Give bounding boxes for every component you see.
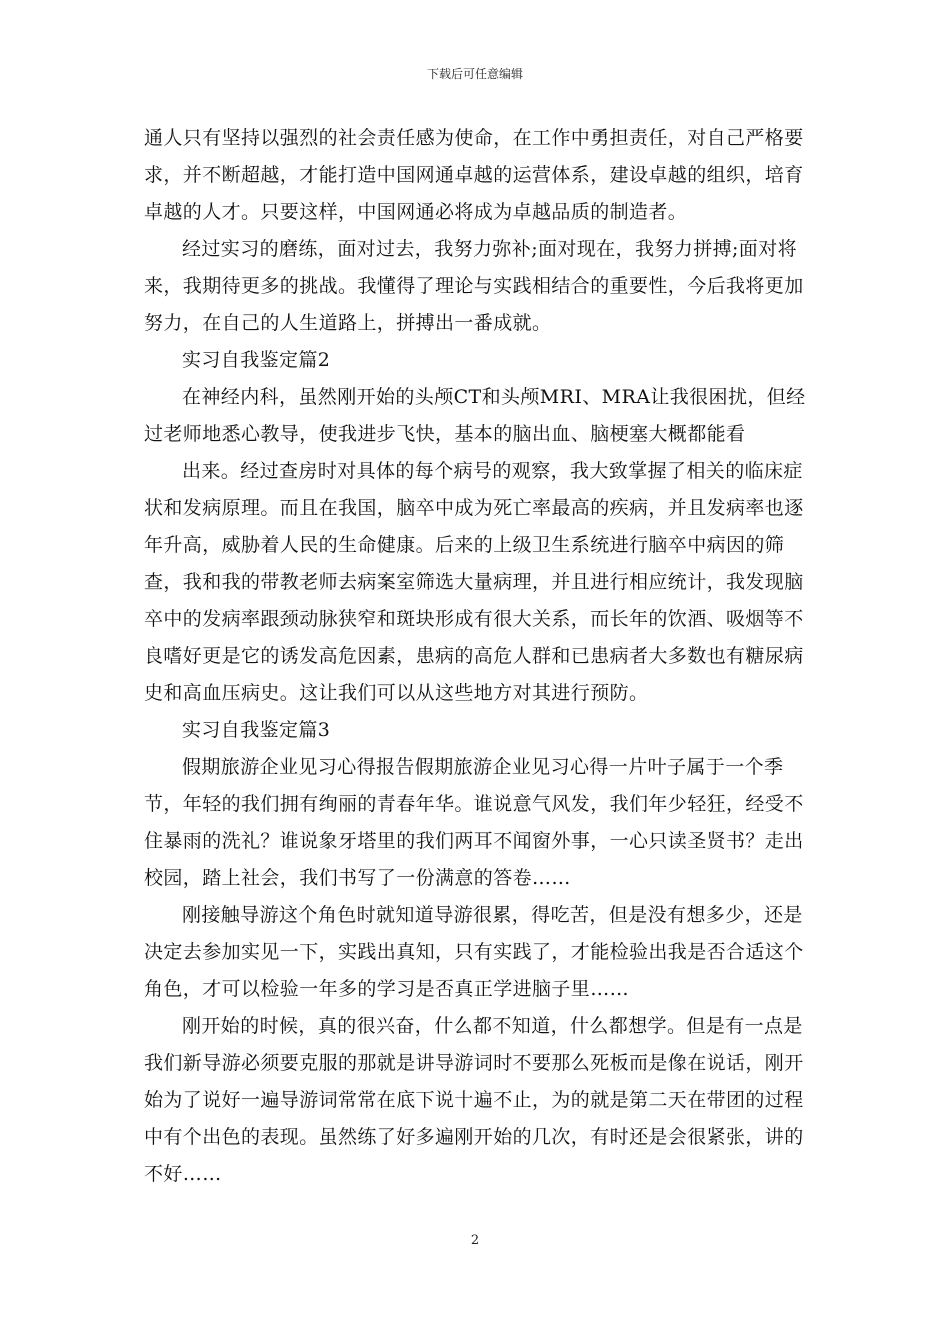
paragraph: 经过实习的磨练，面对过去，我努力弥补;面对现在，我努力拼搏;面对将来，我期待更多的挑战。我懂得了理论与实践相结合的重要性，今后我将更加努力，在自己的人生道路上，拼搏出一番成就。 [144, 238, 804, 334]
paragraph: 假期旅游企业见习心得报告假期旅游企业见习心得一片叶子属于一个季节，年轻的我们拥有绚丽的青春年华。谁说意气风发，我们年少轻狂，经受不住暴雨的洗礼？谁说象牙塔里的我们两耳不闻窗外事，一心只读圣贤书？走出校园，踏上社会，我们书写了一份满意的答卷…… [144, 756, 804, 889]
document-body [144, 120, 816, 1193]
paragraph: 刚接触导游这个角色时就知道导游很累，得吃苦，但是没有想多少，还是决定去参加实见一下，实践出真知，只有实践了，才能检验出我是否合适这个角色，才可以检验一年多的学习是否真正学进脑子里…… [144, 904, 804, 1000]
section-heading: 实习自我鉴定篇3 [182, 719, 331, 741]
section-heading: 实习自我鉴定篇2 [182, 349, 331, 371]
paragraph: 在神经内科，虽然刚开始的头颅CT和头颅MRI、MRA让我很困扰，但经过老师地悉心教导，使我进步飞快，基本的脑出血、脑梗塞大概都能看 [144, 386, 806, 445]
paragraph: 出来。经过查房时对具体的每个病号的观察，我大致掌握了相关的临床症状和发病原理。而且在我国，脑卒中成为死亡率最高的疾病，并且发病率也逐年升高，威胁着人民的生命健康。后来的上级卫生系统进行脑卒中病因的筛查，我和我的带教老师去病案室筛选大量病理，并且进行相应统计，我发现脑卒中的发病率跟颈动脉狭窄和斑块形成有很大关系，而长年的饮酒、吸烟等不良嗜好更是它的诱发高危因素，患病的高危人群和已患病者大多数也有糖尿病史和高血压病史。这让我们可以从这些地方对其进行预防。 [144, 460, 804, 704]
paragraph: 刚开始的时候，真的很兴奋，什么都不知道，什么都想学。但是有一点是我们新导游必须要克服的那就是讲导游词时不要那么死板而是像在说话，刚开始为了说好一遍导游词常常在底下说十遍不止，为的就是第二天在带团的过程中有个出色的表现。虽然练了好多遍刚开始的几次，有时还是会很紧张，讲的不好…… [144, 1015, 804, 1185]
page-header: 下载后可任意编辑 [426, 67, 523, 81]
paragraph-continued: 通人只有坚持以强烈的社会责任感为使命，在工作中勇担责任，对自己严格要求，并不断超越，才能打造中国网通卓越的运营体系，建设卓越的组织，培育卓越的人才。只要这样，中国网通必将成为卓越品质的制造者。 [144, 127, 804, 223]
page-number: 2 [470, 1233, 480, 1248]
